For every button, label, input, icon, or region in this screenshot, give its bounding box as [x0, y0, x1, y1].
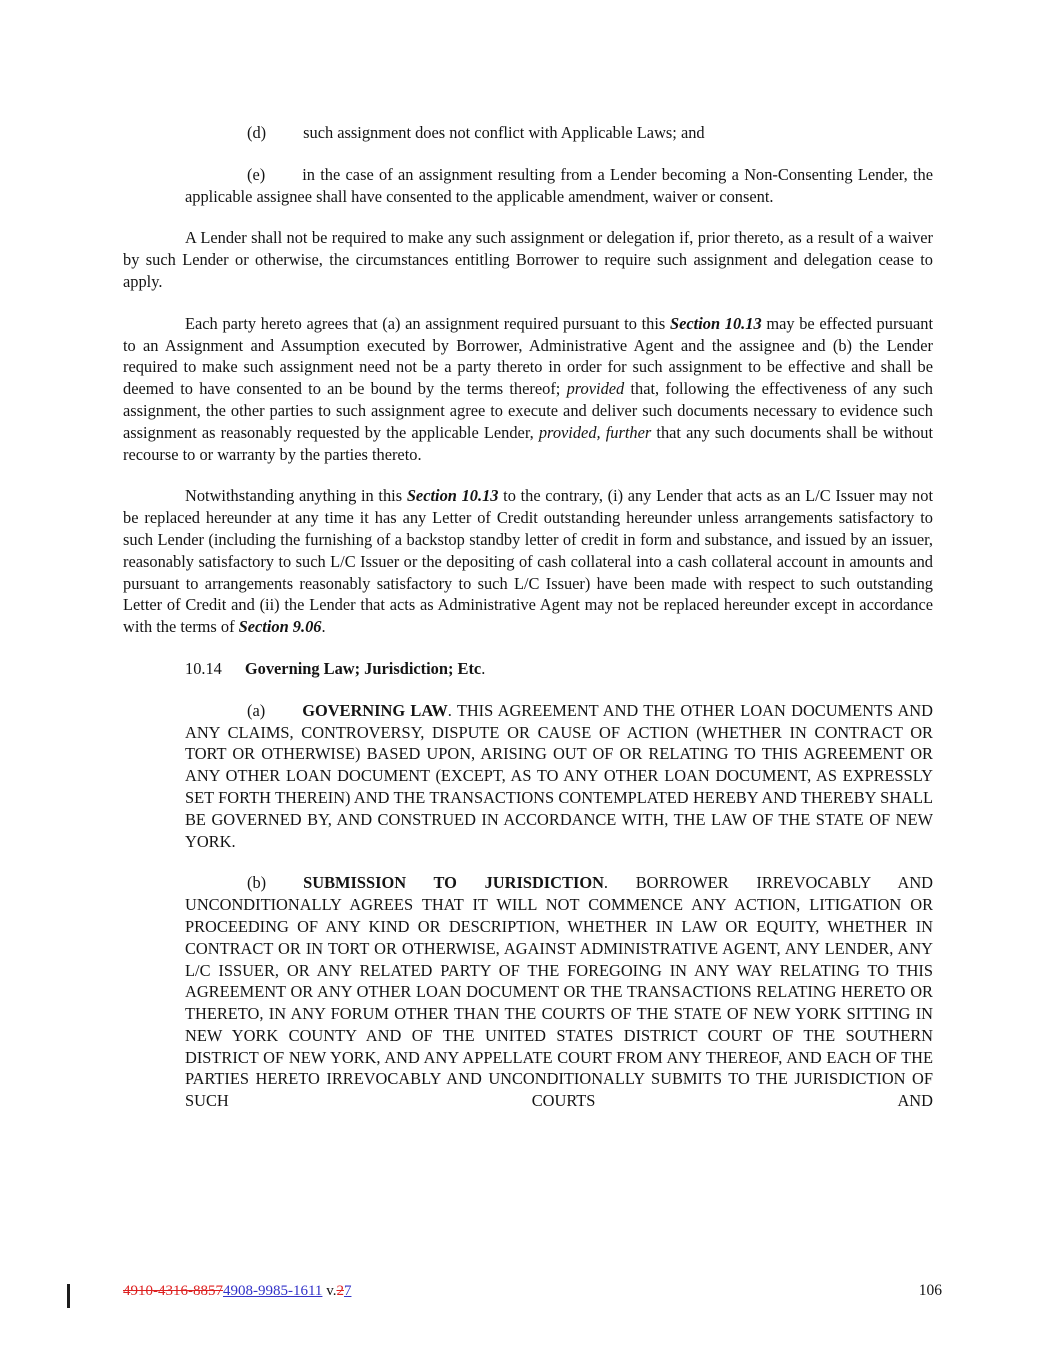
text-run: . THIS AGREEMENT AND THE OTHER LOAN DOCUMENTS AND ANY CLAIMS, CONTROVERSY, DISPUTE OR CAUSE OF ACTION (WHETHER IN CONTRACT OR TORT OR OTHERWISE) BASED UPON, ARISING OUT OF OR RELATING TO THIS AGREEMENT OR ANY OTHER LOAN DOCUMENT (EXCEPT, AS TO ANY OTHER LOAN DOCUMENT, AS EXPRESSLY SET FORTH THEREIN) AND THE TRANSACTIONS CONTEMPLATED HEREBY AND THEREBY SHALL BE GOVERNED BY, AND CONSTRUED IN ACCORDANCE WITH, THE LAW OF THE STATE OF NEW YORK.	[185, 700, 933, 851]
text-run: that any such documents shall be without recourse to or warranty by the parties thereto.	[123, 422, 933, 464]
paragraph-label: (b)	[247, 873, 267, 893]
text-run: .	[321, 617, 326, 637]
paragraph-a-governing-law	[185, 700, 933, 853]
text-run: provided, further	[538, 422, 652, 442]
text-run: .	[481, 658, 486, 678]
text-run: SUBMISSION TO JURISDICTION	[303, 873, 604, 893]
paragraph-text	[123, 486, 933, 636]
section-number: 10.14	[185, 658, 222, 678]
text-run: Governing Law; Jurisdiction; Etc	[244, 658, 482, 678]
paragraph-text	[303, 123, 705, 142]
paragraph-label: (a)	[247, 700, 266, 720]
text-run: Notwithstanding anything in this	[185, 486, 407, 506]
text-run: 4910-4316-8857	[123, 1283, 223, 1299]
paragraph-each-party	[123, 313, 933, 466]
text-run: Section 10.13	[406, 486, 499, 506]
text-run: 4908-9985-1611	[223, 1283, 323, 1299]
text-run: 7	[343, 1283, 352, 1299]
text-run: to the contrary, (i) any Lender that acts as an L/C Issuer may not be replaced hereunder at any time it has any Letter of Credit outstanding hereunder unless arrangements satisfactory to such Lender (including the furnishing of a backstop standby letter of credit in form and substance, and issued by an issuer, reasonably satisfactory to such L/C Issuer or the depositing of cash collateral into a cash collateral account in amounts and pursuant to arrangements reasonably satisfactory to such L/C Issuer) have been made with respect to such outstanding Letter of Credit and (ii) the Lender that acts as Administrative Agent may not be replaced hereunder except in accordance with the terms of	[123, 486, 934, 637]
paragraph-label: (e)	[247, 164, 266, 184]
paragraph-lender-not-required	[123, 227, 933, 292]
paragraph-text	[185, 873, 933, 1110]
text-run: . BORROWER IRREVOCABLY AND UNCONDITIONALLY AGREES THAT IT WILL NOT COMMENCE ANY ACTION, LITIGATION OR PROCEEDING OF ANY KIND OR DESCRIPTION, WHETHER IN LAW OR EQUITY, WHETHER IN CONTRACT OR IN TORT OR OTHERWISE, AGAINST ADMINISTRATIVE AGENT, ANY LENDER, ANY L/C ISSUER, OR ANY RELATED PARTY OF THE FOREGOING IN ANY WAY RELATING TO THIS AGREEMENT OR ANY OTHER LOAN DOCUMENT OR THE TRANSACTIONS RELATING HERETO OR THERETO, IN ANY FORUM OTHER THAN THE COURTS OF THE STATE OF NEW YORK SITTING IN NEW YORK COUNTY AND OF THE UNITED STATES DISTRICT COURT OF THE SOUTHERN DISTRICT OF NEW YORK, AND ANY APPELLATE COURT FROM ANY THEREOF, AND EACH OF THE PARTIES HERETO IRREVOCABLY AND UNCONDITIONALLY SUBMITS TO THE JURISDICTION OF SUCH COURTS AND	[185, 873, 933, 1111]
text-run: may be effected pursuant to an Assignment and Assumption executed by Borrower, Administrative Agent and the assignee and (b) the Lender required to make such assignment need not be a party thereto in order for such assignment to be effective and shall be deemed to have consented to an be bound by the terms thereof;	[123, 313, 934, 399]
paragraph-notwithstanding	[123, 485, 933, 638]
paragraph-d	[185, 122, 933, 144]
paragraph-text	[185, 701, 933, 851]
text-run: 2	[336, 1283, 344, 1299]
document-body	[123, 122, 933, 1132]
paragraph-b-submission-to-jurisdiction	[185, 872, 933, 1112]
text-run: A Lender shall not be required to make any such assignment or delegation if, prior thereto, as a result of a waiver by such Lender or otherwise, the circumstances entitling Borrower to require such assignment and delegation cease to apply.	[123, 228, 933, 291]
text-run: Section 9.06	[238, 617, 322, 637]
paragraph-label: (d)	[247, 123, 267, 142]
text-run: in the case of an assignment resulting from a Lender becoming a Non-Consenting Lender, the applicable assignee shall have consented to the applicable amendment, waiver or consent.	[185, 164, 933, 206]
paragraph-text	[185, 165, 933, 206]
text-run: provided	[566, 379, 625, 399]
text-run: Section 10.13	[669, 313, 762, 333]
text-run: v.	[322, 1283, 337, 1299]
text-run: GOVERNING LAW	[302, 700, 448, 720]
section-heading-10-14	[185, 658, 933, 680]
text-run: Each party hereto agrees that (a) an assignment required pursuant to this	[185, 313, 670, 333]
section-title	[245, 659, 485, 678]
paragraph-text	[123, 228, 933, 291]
paragraph-text	[123, 314, 933, 464]
page-number: 106	[918, 1282, 942, 1299]
paragraph-e	[185, 164, 933, 208]
text-run: such assignment does not conflict with Applicable Laws; and	[303, 123, 705, 142]
text-run: that, following the effectiveness of any such assignment, the other parties to such assignment agree to execute and deliver such documents necessary to evidence such assignment as reasonably requested by the applicable Lender,	[123, 379, 933, 442]
